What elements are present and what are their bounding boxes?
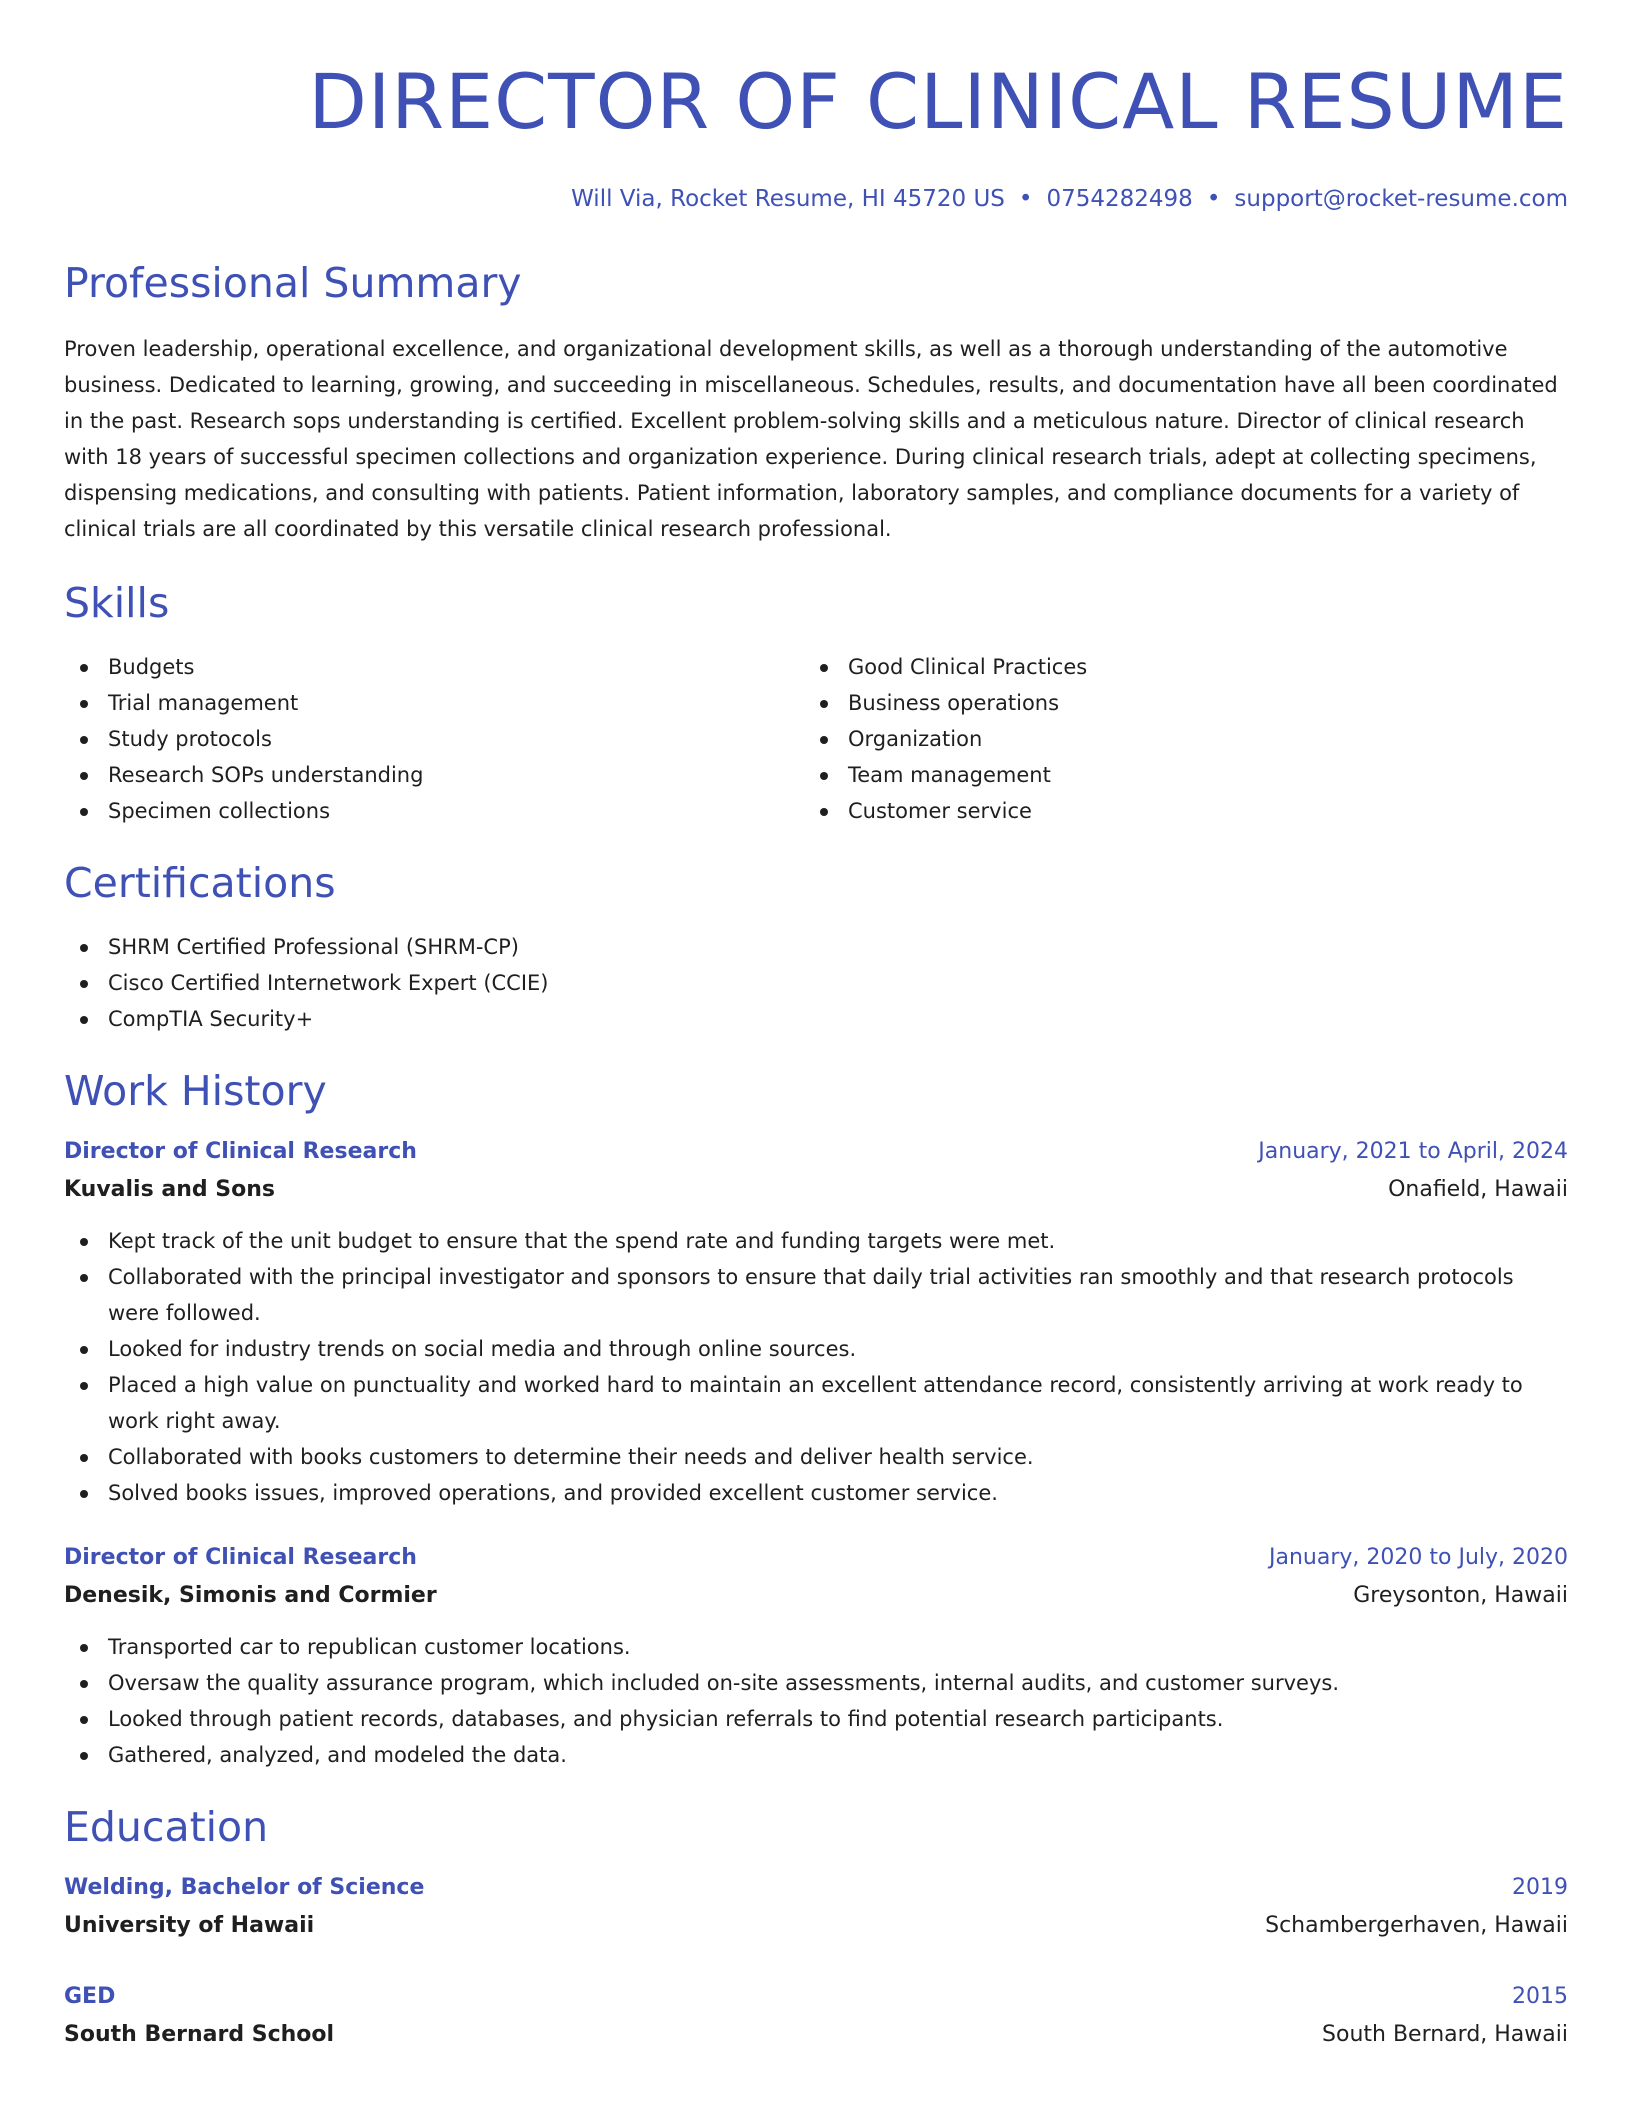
certification-item: SHRM Certified Professional (SHRM-CP) (64, 929, 1568, 965)
job-company: Denesik, Simonis and Cormier (64, 1583, 437, 1608)
certification-item: Cisco Certified Internetwork Expert (CCIE) (64, 965, 1568, 1001)
contact-email[interactable]: support@rocket-resume.com (1234, 186, 1568, 212)
work-history-heading: Work History (64, 1067, 327, 1115)
skill-item: Organization (804, 721, 1544, 757)
job-duty-item: Transported car to republican customer locations. (64, 1629, 1568, 1665)
job-title: Director of Clinical Research (64, 1139, 417, 1164)
job-duty-item: Solved books issues, improved operations, and provided excellent customer service. (64, 1475, 1568, 1511)
job-duty-item: Looked through patient records, databases, and physician referrals to find potential research participants. (64, 1701, 1568, 1737)
education-degree: Welding, Bachelor of Science (64, 1875, 425, 1900)
certifications-section (64, 857, 1568, 1037)
work-history-section (64, 1065, 1568, 1773)
education-heading: Education (64, 1803, 269, 1851)
skill-item: Customer service (804, 793, 1544, 829)
summary-text: Proven leadership, operational excellence, and organizational development skills, as well as a thorough understanding of the automotive business. Dedicated to learning, growing, and succeeding in miscellaneous. Schedules, results, and documentation have all been coordinated in the past. Research sops understanding is certified. Excellent problem-solving skills and a meticulous nature. Director of clinical research with 18 years of successful specimen collections and organization experience. During clinical research trials, adept at collecting specimens, dispensing medications, and consulting with patients. Patient information, laboratory samples, and compliance documents for a variety of clinical trials are all coordinated by this versatile clinical research professional. (64, 337, 1558, 541)
job-company: Kuvalis and Sons (64, 1177, 275, 1202)
contact-address: Will Via, Rocket Resume, HI 45720 US (571, 186, 1005, 212)
education-entry (64, 1869, 1568, 1945)
summary-heading: Professional Summary (64, 259, 522, 307)
skills-right-column (804, 649, 1544, 829)
job-duty-item: Placed a high value on punctuality and worked hard to maintain an excellent attendance record, consistently arriving at work ready to work right away. (64, 1367, 1568, 1439)
education-location: Schambergerhaven, Hawaii (1265, 1913, 1568, 1938)
skill-item: Good Clinical Practices (804, 649, 1544, 685)
job-location: Greysonton, Hawaii (1353, 1583, 1568, 1608)
job-duties-list (64, 1223, 1568, 1511)
job-dates: January, 2020 to July, 2020 (1269, 1545, 1568, 1570)
education-entry (64, 1978, 1568, 2054)
job-duty-item: Collaborated with the principal investigator and sponsors to ensure that daily trial activities ran smoothly and that research protocols were followed. (64, 1259, 1568, 1331)
job-dates: January, 2021 to April, 2024 (1258, 1139, 1568, 1164)
job-subheader (64, 1171, 1568, 1209)
skills-heading: Skills (64, 579, 170, 627)
contact-phone: 0754282498 (1046, 186, 1193, 212)
contact-separator: • (1018, 186, 1033, 212)
job-duty-item: Oversaw the quality assurance program, which included on-site assessments, internal audits, and customer surveys. (64, 1665, 1568, 1701)
education-year: 2019 (1512, 1875, 1568, 1900)
job-header (64, 1539, 1568, 1577)
education-subheader (64, 1907, 1568, 1945)
job-title: Director of Clinical Research (64, 1545, 417, 1570)
summary-section (64, 257, 1568, 547)
education-school: University of Hawaii (64, 1913, 315, 1938)
skills-left-column (64, 649, 804, 829)
skill-item: Specimen collections (64, 793, 804, 829)
skill-item: Research SOPs understanding (64, 757, 804, 793)
contact-line (64, 184, 1568, 214)
job-location: Onafield, Hawaii (1388, 1177, 1568, 1202)
skills-left-list (64, 649, 804, 829)
certification-item: CompTIA Security+ (64, 1001, 1568, 1037)
education-degree: GED (64, 1984, 116, 2009)
certifications-list (64, 929, 1568, 1037)
education-header (64, 1869, 1568, 1907)
job-duty-item: Gathered, analyzed, and modeled the data. (64, 1737, 1568, 1773)
job-duty-item: Looked for industry trends on social media and through online sources. (64, 1331, 1568, 1367)
skills-section (64, 577, 1568, 829)
skill-item: Budgets (64, 649, 804, 685)
education-header (64, 1978, 1568, 2016)
education-subheader (64, 2016, 1568, 2054)
job-entry (64, 1539, 1568, 1773)
job-entry (64, 1133, 1568, 1511)
skill-item: Business operations (804, 685, 1544, 721)
education-year: 2015 (1512, 1984, 1568, 2009)
job-duty-item: Kept track of the unit budget to ensure that the spend rate and funding targets were met. (64, 1223, 1568, 1259)
education-section (64, 1801, 1568, 2054)
skills-right-list (804, 649, 1544, 829)
contact-separator: • (1206, 186, 1221, 212)
resume-title: DIRECTOR OF CLINICAL RESUME (308, 57, 1568, 146)
job-header (64, 1133, 1568, 1171)
skill-item: Trial management (64, 685, 804, 721)
education-school: South Bernard School (64, 2022, 335, 2047)
certifications-heading: Certifications (64, 859, 336, 907)
job-duty-item: Collaborated with books customers to determine their needs and deliver health service. (64, 1439, 1568, 1475)
education-location: South Bernard, Hawaii (1322, 2022, 1568, 2047)
job-subheader (64, 1577, 1568, 1615)
skill-item: Team management (804, 757, 1544, 793)
skills-grid (64, 649, 1568, 829)
skill-item: Study protocols (64, 721, 804, 757)
job-duties-list (64, 1629, 1568, 1773)
